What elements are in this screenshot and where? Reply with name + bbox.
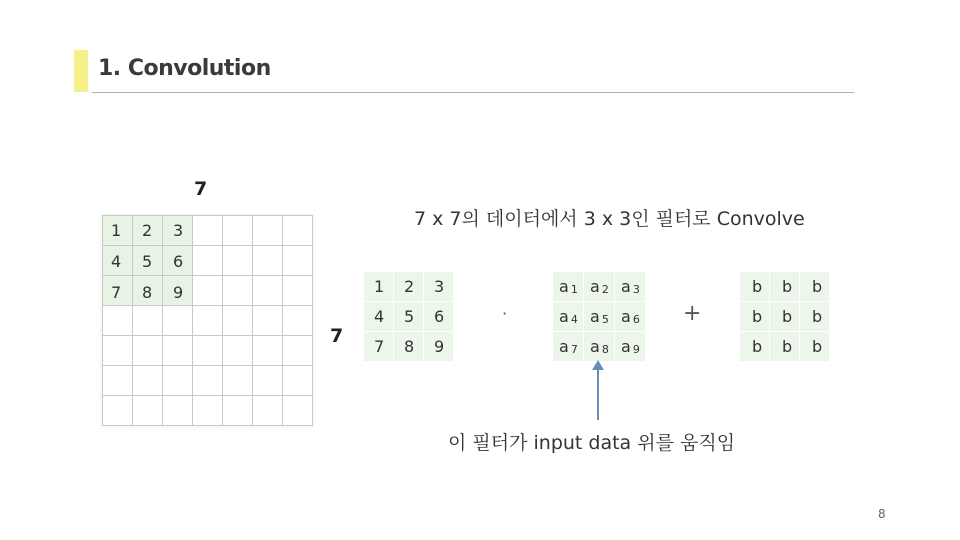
grid-cell [163,336,193,366]
input-matrix-cell: 8 [394,332,424,362]
grid-cell [223,246,253,276]
grid-cell [283,276,313,306]
bias-matrix [740,272,830,362]
grid-cell [283,336,313,366]
input-matrix-cell: 2 [394,272,424,302]
bias-matrix-cell: b [770,272,800,302]
overlay-cell: 2 [142,221,153,240]
filter-weight-symbol: a [559,337,569,356]
grid-cell [193,336,223,366]
bias-matrix-cell: b [770,332,800,362]
grid-cell [133,336,163,366]
grid-cell [103,336,133,366]
filter-weight-symbol: a [590,277,600,296]
filter-matrix-cell [615,302,646,332]
filter-matrix-cell [584,332,615,362]
grid-cell [223,306,253,336]
overlay-cell: 7 [111,283,122,302]
filter-weight-symbol: a [559,307,569,326]
overlay-cell: 4 [111,252,122,271]
filter-overlay-3x3 [102,215,195,308]
filter-matrix-cell [553,332,584,362]
filter-matrix-cell [584,272,615,302]
grid-cell [193,276,223,306]
bias-matrix-cell: b [740,302,770,332]
input-matrix-cell: 9 [424,332,454,362]
filter-weight-symbol: a [621,337,631,356]
filter-weight-index: 7 [570,343,578,356]
grid-cell [223,396,253,426]
convolve-caption: 7 x 7의 데이터에서 3 x 3인 필터로 Convolve [414,208,805,230]
overlay-cell: 6 [173,252,184,271]
input-matrix-cell: 5 [394,302,424,332]
filter-matrix-cell [553,302,584,332]
bias-matrix-cell: b [740,272,770,302]
filter-weight-index: 2 [601,283,609,296]
filter-weight-symbol: a [621,277,631,296]
grid-cell [103,306,133,336]
input-matrix-cell: 1 [364,272,394,302]
title-accent-bar [74,50,88,92]
grid-cell [193,396,223,426]
grid-cell [133,306,163,336]
grid-cell [253,276,283,306]
page-number: 8 [878,507,886,521]
filter-matrix [553,272,646,362]
filter-weight-symbol: a [590,307,600,326]
title-divider [92,92,854,93]
grid-cell [283,396,313,426]
grid-cell [283,216,313,246]
filter-weight-index: 8 [601,343,609,356]
up-arrow-icon [590,360,606,420]
filter-weight-symbol: a [559,277,569,296]
grid-height-label: 7 [330,325,344,347]
overlay-cell: 1 [111,221,122,240]
grid-cell [223,366,253,396]
filter-weight-index: 3 [632,283,640,296]
filter-matrix-cell [615,332,646,362]
grid-cell [193,366,223,396]
input-matrix-cell: 3 [424,272,454,302]
filter-weight-index: 5 [601,313,609,326]
plus-operator: + [683,301,702,326]
bias-matrix-cell: b [770,302,800,332]
grid-cell [163,396,193,426]
input-matrix-cell: 6 [424,302,454,332]
filter-weight-index: 4 [570,313,578,326]
bias-matrix-cell: b [740,332,770,362]
slide-title: 1. Convolution [98,56,271,81]
filter-matrix-cell [615,272,646,302]
grid-cell [223,276,253,306]
grid-cell [163,366,193,396]
filter-moves-note: 이 필터가 input data 위를 움직임 [448,432,736,454]
grid-cell [283,306,313,336]
grid-cell [163,306,193,336]
filter-weight-index: 1 [570,283,578,296]
grid-cell [223,336,253,366]
bias-matrix-cell: b [800,272,830,302]
filter-matrix-cell [584,302,615,332]
grid-cell [253,306,283,336]
grid-cell [223,216,253,246]
grid-cell [133,396,163,426]
grid-cell [133,366,163,396]
grid-width-label: 7 [194,178,208,200]
filter-matrix-cell [553,272,584,302]
grid-cell [283,246,313,276]
input-matrix-cell: 7 [364,332,394,362]
filter-weight-index: 9 [632,343,640,356]
overlay-cell: 8 [142,283,153,302]
overlay-cell: 9 [173,283,184,302]
input-matrix [364,272,454,362]
grid-cell [253,336,283,366]
bias-matrix-cell: b [800,332,830,362]
filter-weight-index: 6 [632,313,640,326]
grid-cell [193,246,223,276]
grid-cell [103,366,133,396]
grid-cell [283,366,313,396]
bias-matrix-cell: b [800,302,830,332]
grid-cell [103,396,133,426]
filter-weight-symbol: a [590,337,600,356]
grid-cell [253,366,283,396]
input-matrix-cell: 4 [364,302,394,332]
dot-operator: · [502,304,508,323]
grid-cell [253,396,283,426]
overlay-cell: 5 [142,252,153,271]
filter-weight-symbol: a [621,307,631,326]
grid-cell [253,216,283,246]
overlay-cell: 3 [173,221,184,240]
grid-cell [193,216,223,246]
grid-cell [193,306,223,336]
grid-cell [253,246,283,276]
